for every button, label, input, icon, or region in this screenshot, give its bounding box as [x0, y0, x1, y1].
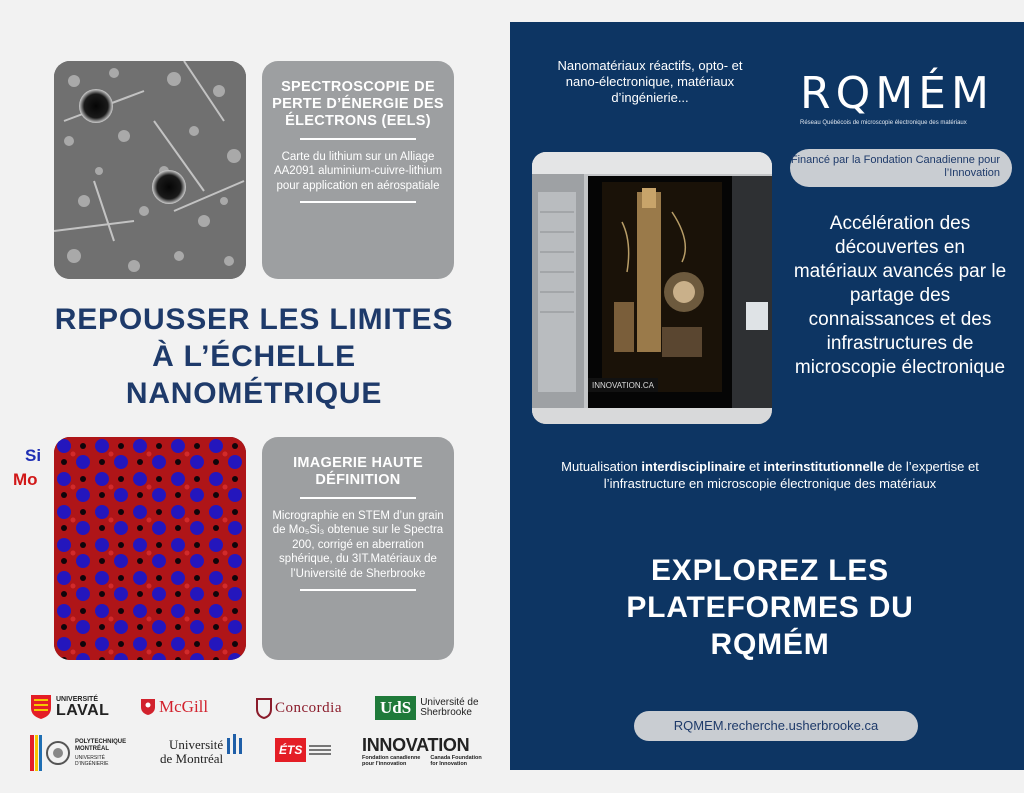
card-divider	[300, 589, 416, 591]
laval-logo-line1: UNIVERSITÉ	[56, 695, 99, 703]
concordia-logo-text: Concordia	[275, 699, 342, 716]
udem-line1: Université	[169, 737, 224, 752]
poly-line2: MONTRÉAL	[75, 745, 109, 752]
mcgill-logo	[140, 697, 208, 717]
laval-shield-icon	[30, 694, 52, 720]
eels-card-text: Carte du lithium sur un Alliage AA2091 aluminium-cuivre-lithium pour application en aérospatiale	[273, 150, 443, 192]
sherbrooke-logo	[375, 696, 479, 720]
card-divider	[300, 138, 416, 140]
concordia-logo	[256, 697, 342, 719]
website-url-link[interactable]: RQMEM.recherche.usherbrooke.ca	[634, 711, 918, 741]
mcgill-crest-icon	[140, 698, 156, 716]
innovation-logo	[362, 736, 482, 768]
innovation-en1: Canada Foundation	[430, 755, 482, 761]
poly-line1: POLYTECHNIQUE	[75, 738, 127, 745]
innovation-name: INNOVATION	[362, 735, 470, 755]
eels-card-title: SPECTROSCOPIE DE PERTE D’ÉNERGIE DES ÉLECTRONS (EELS)	[272, 79, 444, 129]
innovation-en2: for Innovation	[430, 760, 468, 767]
laval-logo	[30, 694, 109, 720]
concordia-crest-icon	[256, 697, 272, 719]
card-divider	[300, 201, 416, 203]
photo-label: INNOVATION.CA	[592, 381, 654, 390]
rqmem-logo-name: RQMÉM	[800, 68, 994, 119]
imaging-card-title: IMAGERIE HAUTE DÉFINITION	[293, 455, 423, 488]
eels-info-card	[262, 61, 454, 279]
si-label: Si	[25, 446, 42, 465]
rqmem-logo-subtitle: Réseau Québécois de microscopie électronique des matériaux	[800, 120, 967, 126]
udem-tower-icon	[225, 734, 245, 756]
left-headline: REPOUSSER LES LIMITES À L’ÉCHELLE NANOMÉTRIQUE	[54, 303, 454, 410]
mo-label: Mo	[13, 470, 38, 489]
imaging-info-card	[262, 437, 454, 660]
polytechnique-bar-icon	[30, 735, 42, 771]
ets-small-text-icon	[309, 743, 331, 757]
explore-headline: EXPLOREZ LES PLATEFORMES DU RQMÉM	[626, 554, 914, 661]
microscope-photo	[532, 152, 772, 424]
mutual-post: de l’expertise et l’infrastructure en microscopie électronique des matériaux	[603, 459, 979, 491]
eels-lithium-map-image	[54, 61, 246, 279]
card-divider	[300, 497, 416, 499]
funding-pill: Financé par la Fondation Canadienne pour l’Innovation	[790, 149, 1012, 187]
uds-line1: Université de	[420, 696, 479, 708]
udem-logo	[160, 738, 245, 765]
uds-mark: UdS	[375, 696, 416, 720]
poly-line3: UNIVERSITÉ	[75, 755, 106, 762]
polytechnique-seal-icon	[45, 740, 71, 766]
ets-logo	[275, 738, 331, 762]
laval-logo-line2: LAVAL	[56, 701, 110, 719]
ets-mark: ÉTS	[275, 738, 306, 762]
innovation-fr1: Fondation canadienne	[362, 755, 421, 761]
poly-line4: D'INGÉNIERIE	[75, 760, 109, 767]
uds-line2: Sherbrooke	[420, 707, 472, 718]
innovation-fr2: pour l'innovation	[362, 760, 407, 767]
mutual-bold-2: interinstitutionnelle	[763, 459, 885, 474]
imaging-card-text: Micrographie en STEM d’un grain de Mo₅Si₃ obtenue sur le Spectra 200, corrigé en aberration sphérique, du 3IT.Matériaux de l’Université de Sherbrooke	[272, 509, 444, 580]
right-panel	[510, 22, 1024, 770]
polytechnique-logo	[30, 735, 126, 771]
mission-text: Accélération des découvertes en matériaux avancés par le partage des connaissances et des infrastructures de microscopie électronique	[793, 213, 1007, 378]
mutual-pre: Mutualisation	[561, 459, 642, 474]
mutual-bold-1: interdisciplinaire	[641, 459, 746, 474]
mcgill-logo-text: McGill	[159, 697, 209, 716]
mutualisation-text	[540, 458, 1000, 492]
udem-line2: de Montréal	[160, 750, 224, 766]
rqmem-logo	[800, 70, 1010, 126]
stem-elemental-map-image	[54, 437, 246, 660]
research-domains-text: Nanomatériaux réactifs, opto- et nano-électronique, matériaux d’ingénierie...	[557, 58, 743, 105]
mutual-mid: et	[745, 459, 764, 474]
